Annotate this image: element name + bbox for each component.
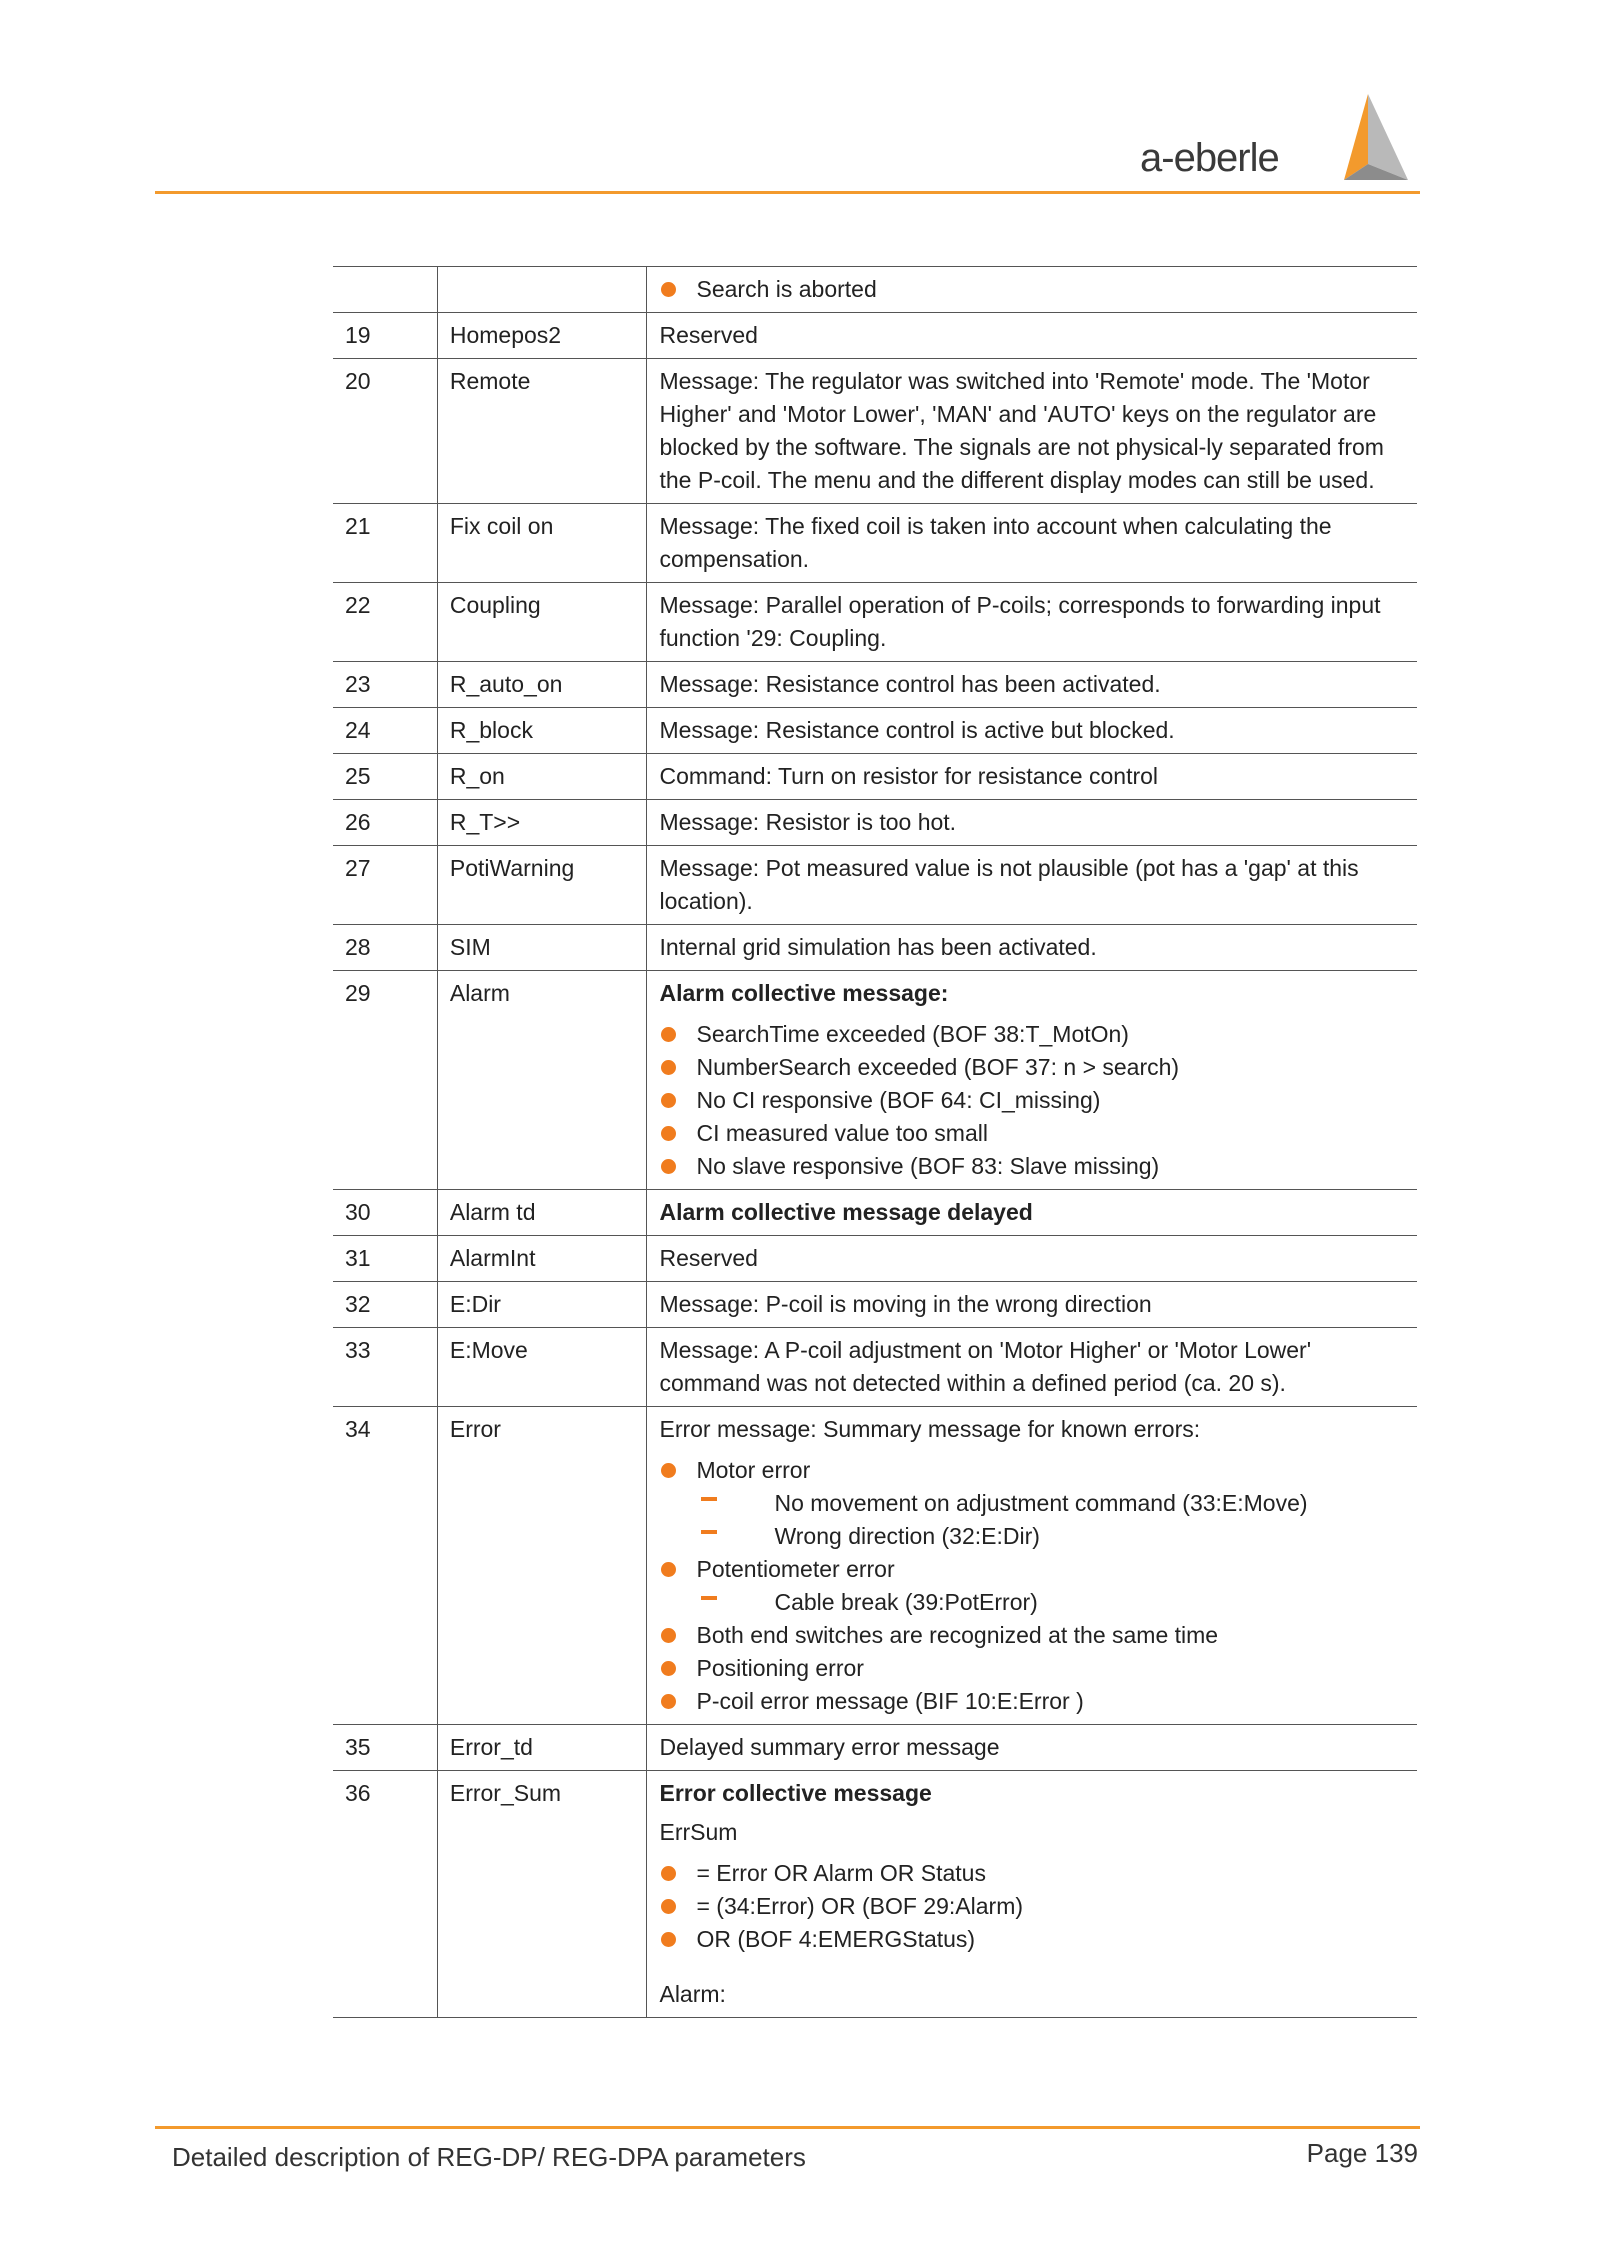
param-name: Error_td: [437, 1725, 647, 1771]
param-number: 30: [333, 1190, 437, 1236]
list-item: [659, 1018, 1405, 1051]
param-name: SIM: [437, 925, 647, 971]
param-description: [647, 504, 1417, 583]
list-item: [659, 1685, 1405, 1718]
table-row: [333, 925, 1417, 971]
list-item: [659, 1890, 1405, 1923]
spacer: [659, 1956, 1405, 1978]
param-description: [647, 1771, 1417, 2018]
param-number: 34: [333, 1407, 437, 1725]
description-heading: Alarm collective message:: [659, 980, 949, 1006]
description-text: Message: Parallel operation of P-coils; corresponds to forwarding input function '29: Coupling.: [659, 592, 1381, 651]
dash-icon: [701, 1596, 717, 1600]
param-number: 24: [333, 708, 437, 754]
bullet-dot-icon: [661, 1126, 676, 1141]
description-text: Message: Resistor is too hot.: [659, 809, 957, 835]
table-row: [333, 846, 1417, 925]
list-item-text: No CI responsive (BOF 64: CI_missing): [696, 1087, 1101, 1113]
description-text: Message: The fixed coil is taken into account when calculating the compensation.: [659, 513, 1332, 572]
param-name: R_on: [437, 754, 647, 800]
param-description: [647, 708, 1417, 754]
list-item: [659, 1150, 1405, 1183]
param-name: R_block: [437, 708, 647, 754]
description-text: Error message: Summary message for known errors:: [659, 1416, 1201, 1442]
bullet-dot-icon: [661, 282, 676, 297]
param-name: Fix coil on: [437, 504, 647, 583]
table-row: [333, 754, 1417, 800]
triangle-logo-icon: [1310, 92, 1410, 184]
description-heading: Alarm collective message delayed: [659, 1199, 1033, 1225]
dash-icon: [701, 1530, 717, 1534]
description-text: Message: Resistance control is active but blocked.: [659, 717, 1175, 743]
table-row: [333, 267, 1417, 313]
list-item-text: No slave responsive (BOF 83: Slave missing): [696, 1153, 1160, 1179]
table-row: [333, 708, 1417, 754]
param-name: [437, 267, 647, 313]
bullet-dot-icon: [661, 1899, 676, 1914]
param-description: [647, 583, 1417, 662]
param-number: 32: [333, 1282, 437, 1328]
footer-rule: [155, 2126, 1420, 2129]
table-row: [333, 313, 1417, 359]
page-number: Page 139: [1306, 2138, 1418, 2168]
description-text: Internal grid simulation has been activated.: [659, 934, 1097, 960]
parameter-table: [333, 266, 1417, 2018]
bullet-list: [659, 1857, 1405, 1956]
table-row: [333, 1236, 1417, 1282]
list-item-text: = Error OR Alarm OR Status: [696, 1860, 986, 1886]
param-number: 27: [333, 846, 437, 925]
param-description: [647, 313, 1417, 359]
bullet-dot-icon: [661, 1932, 676, 1947]
list-item-text: = (34:Error) OR (BOF 29:Alarm): [696, 1893, 1024, 1919]
param-number: 23: [333, 662, 437, 708]
description-text: Message: A P-coil adjustment on 'Motor Higher' or 'Motor Lower' command was not detected within a defined period (ca. 20 s).: [659, 1337, 1312, 1396]
param-number: [333, 267, 437, 313]
param-number: 21: [333, 504, 437, 583]
param-name: R_T>>: [437, 800, 647, 846]
param-name: PotiWarning: [437, 846, 647, 925]
list-item: [659, 1051, 1405, 1084]
bullet-dot-icon: [661, 1093, 676, 1108]
description-text: Message: P-coil is moving in the wrong direction: [659, 1291, 1152, 1317]
sub-list-item-text: Wrong direction (32:E:Dir): [774, 1523, 1040, 1549]
list-item-text: Search is aborted: [696, 276, 877, 302]
description-text: Command: Turn on resistor for resistance control: [659, 763, 1159, 789]
header-rule: [155, 191, 1420, 194]
list-item-text: SearchTime exceeded (BOF 38:T_MotOn): [696, 1021, 1129, 1047]
description-text: Alarm:: [659, 1981, 726, 2007]
table-row: [333, 583, 1417, 662]
list-item: [659, 1117, 1405, 1150]
list-item: [659, 1084, 1405, 1117]
sub-list-item-text: No movement on adjustment command (33:E:Move): [774, 1490, 1308, 1516]
param-name: Alarm: [437, 971, 647, 1190]
param-name: Coupling: [437, 583, 647, 662]
description-text: Reserved: [659, 1245, 758, 1271]
table-row: [333, 971, 1417, 1190]
list-item-text: OR (BOF 4:EMERGStatus): [696, 1926, 976, 1952]
description-text: ErrSum: [659, 1819, 738, 1845]
list-item-text: Potentiometer error: [696, 1556, 895, 1582]
bullet-list: [659, 273, 1405, 306]
description-text: Reserved: [659, 322, 758, 348]
list-item: [659, 1619, 1405, 1652]
sub-list-item: [659, 1520, 1405, 1553]
param-description: [647, 359, 1417, 504]
list-item-text: Motor error: [696, 1457, 811, 1483]
param-name: Error_Sum: [437, 1771, 647, 2018]
bullet-dot-icon: [661, 1866, 676, 1881]
param-description: [647, 754, 1417, 800]
list-item-text: NumberSearch exceeded (BOF 37: n > search): [696, 1054, 1180, 1080]
list-item: [659, 1923, 1405, 1956]
table-row: [333, 504, 1417, 583]
description-text: Message: The regulator was switched into 'Remote' mode. The 'Motor Higher' and 'Motor Lower', 'MAN' and 'AUTO' keys on the regulator are blocked by the software. The signals are not physical-ly separated from the P-coil. The menu and the different display modes can still be used.: [659, 368, 1384, 493]
table-row: [333, 1725, 1417, 1771]
footer-title: Detailed description of REG-DP/ REG-DPA parameters: [172, 2142, 806, 2172]
list-item-text: CI measured value too small: [696, 1120, 988, 1146]
list-item-text: P-coil error message (BIF 10:E:Error ): [696, 1688, 1084, 1714]
description-text: Message: Pot measured value is not plausible (pot has a 'gap' at this location).: [659, 855, 1359, 914]
param-name: E:Move: [437, 1328, 647, 1407]
param-name: AlarmInt: [437, 1236, 647, 1282]
param-number: 20: [333, 359, 437, 504]
param-description: [647, 1725, 1417, 1771]
description-text: Message: Resistance control has been activated.: [659, 671, 1161, 697]
param-description: [647, 800, 1417, 846]
param-number: 22: [333, 583, 437, 662]
param-number: 26: [333, 800, 437, 846]
bullet-dot-icon: [661, 1628, 676, 1643]
bullet-dot-icon: [661, 1060, 676, 1075]
param-number: 19: [333, 313, 437, 359]
bullet-list: [659, 1454, 1405, 1718]
sub-list-item: [659, 1586, 1405, 1619]
param-number: 25: [333, 754, 437, 800]
bullet-list: [659, 1018, 1405, 1183]
description-text: Delayed summary error message: [659, 1734, 1000, 1760]
list-item: [659, 1652, 1405, 1685]
table-row: [333, 359, 1417, 504]
param-name: E:Dir: [437, 1282, 647, 1328]
param-number: 31: [333, 1236, 437, 1282]
list-item-text: Positioning error: [696, 1655, 864, 1681]
param-name: Homepos2: [437, 313, 647, 359]
list-item: [659, 1553, 1405, 1586]
bullet-dot-icon: [661, 1694, 676, 1709]
list-item: [659, 273, 1405, 306]
param-number: 35: [333, 1725, 437, 1771]
table-row: [333, 1328, 1417, 1407]
list-item: [659, 1857, 1405, 1890]
sub-list-item-text: Cable break (39:PotError): [774, 1589, 1038, 1615]
bullet-dot-icon: [661, 1159, 676, 1174]
param-description: [647, 1328, 1417, 1407]
param-description: [647, 1282, 1417, 1328]
param-description: [647, 846, 1417, 925]
table-row: [333, 1771, 1417, 2018]
param-number: 28: [333, 925, 437, 971]
table-row: [333, 662, 1417, 708]
list-item-text: Both end switches are recognized at the same time: [696, 1622, 1219, 1648]
param-name: Error: [437, 1407, 647, 1725]
table-row: [333, 800, 1417, 846]
table-row: [333, 1282, 1417, 1328]
table-row: [333, 1407, 1417, 1725]
table-row: [333, 1190, 1417, 1236]
description-heading: Error collective message: [659, 1780, 932, 1806]
bullet-dot-icon: [661, 1463, 676, 1478]
param-description: [647, 267, 1417, 313]
sub-list-item: [659, 1487, 1405, 1520]
sub-list: [659, 1487, 1405, 1553]
param-description: [647, 925, 1417, 971]
param-number: 29: [333, 971, 437, 1190]
dash-icon: [701, 1497, 717, 1501]
bullet-dot-icon: [661, 1027, 676, 1042]
param-number: 36: [333, 1771, 437, 2018]
param-description: [647, 1190, 1417, 1236]
param-name: R_auto_on: [437, 662, 647, 708]
bullet-dot-icon: [661, 1562, 676, 1577]
list-item: [659, 1454, 1405, 1487]
logo-text: a-eberle: [1140, 136, 1279, 180]
param-description: [647, 1407, 1417, 1725]
param-name: Remote: [437, 359, 647, 504]
param-description: [647, 1236, 1417, 1282]
sub-list: [659, 1586, 1405, 1619]
param-description: [647, 971, 1417, 1190]
param-number: 33: [333, 1328, 437, 1407]
param-description: [647, 662, 1417, 708]
param-name: Alarm td: [437, 1190, 647, 1236]
bullet-dot-icon: [661, 1661, 676, 1676]
